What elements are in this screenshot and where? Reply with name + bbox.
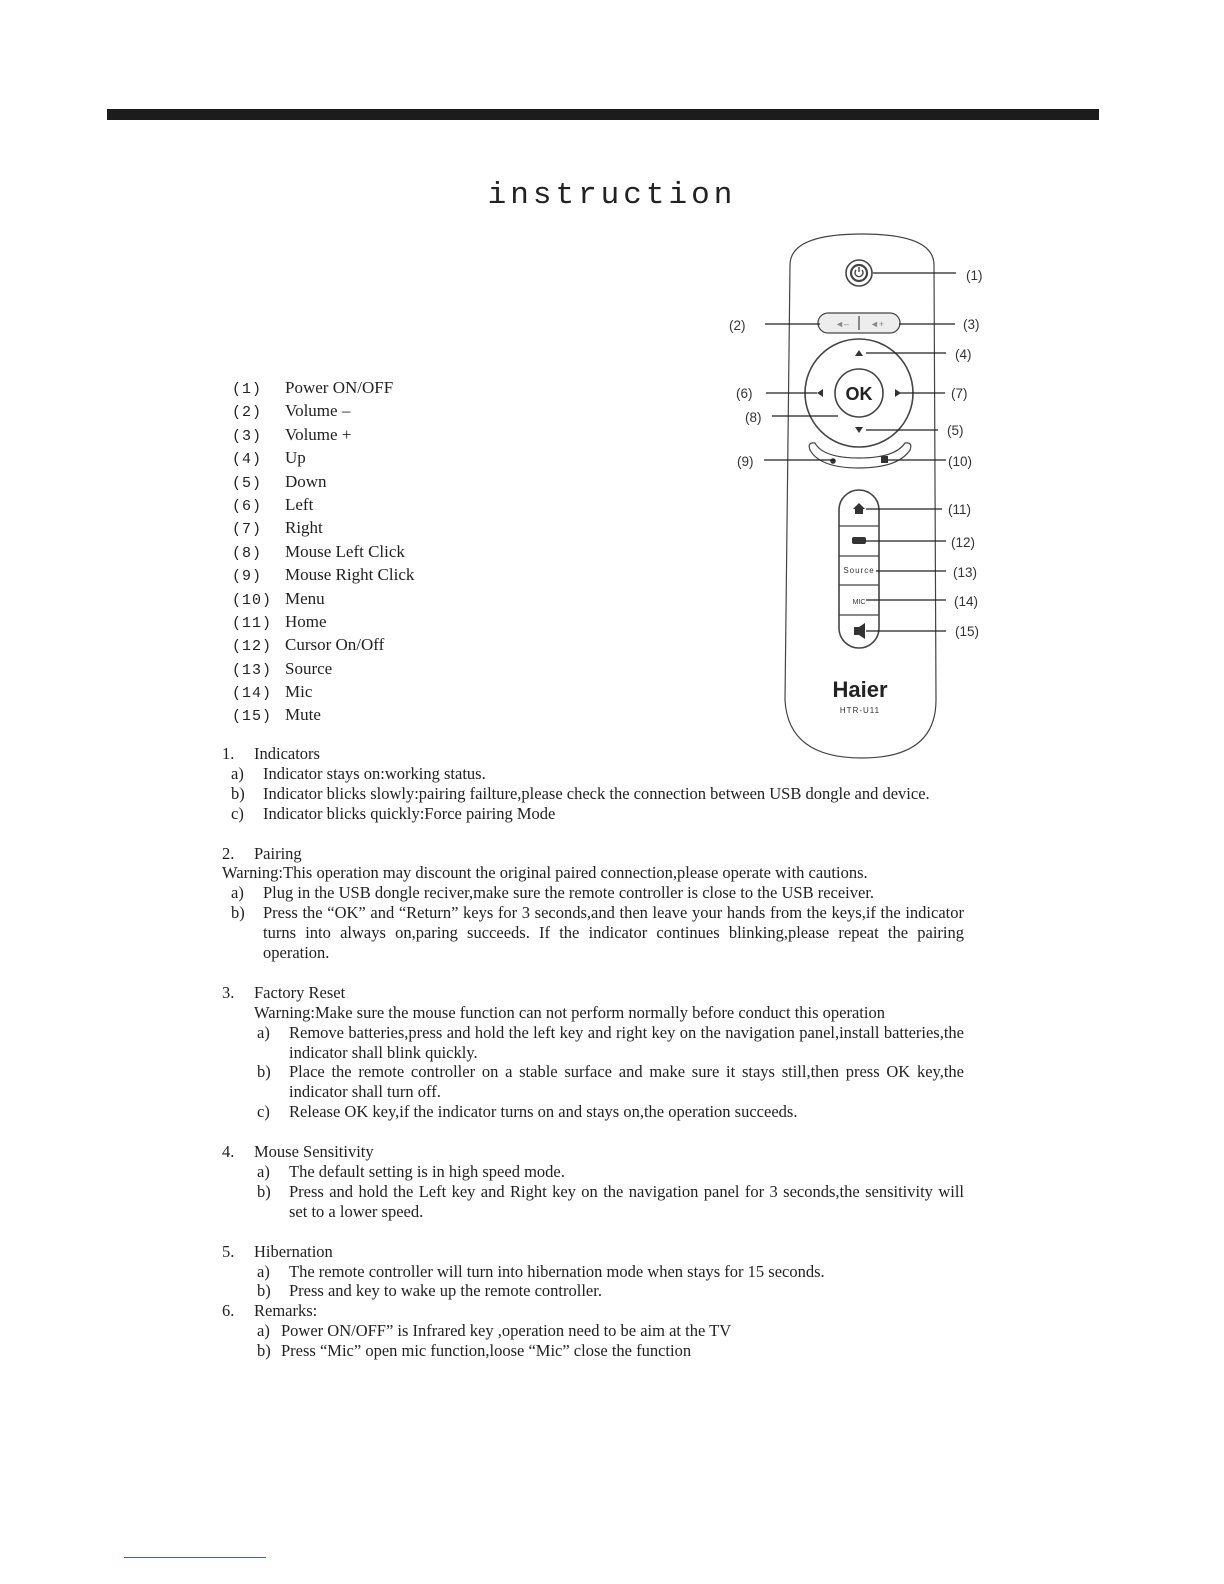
instructions-body [222,744,964,1361]
remote-diagram [700,226,1020,766]
callout-15: (15) [955,624,980,639]
callout-14: (14) [954,594,979,609]
section-indicators: 1. Indicators a) Indicator stays on:working status. b) Indicator blicks slowly:pairing failture,please check the connection between USB dongle and device. c) Indicator blicks quickly:Force pairing Mode [222,744,964,824]
legend-item: (14) Mic [232,682,313,703]
legend-item: (3) Volume + [232,424,352,445]
legend-item: (12) Cursor On/Off [232,635,385,656]
svg-text:◄+: ◄+ [870,319,885,329]
callout-7: (7) [951,386,968,401]
list-item: a) Remove batteries,press and hold the left key and right key on the navigation panel,install batteries,the indicator shall blink quickly. [257,1022,964,1062]
list-item: b) Indicator blicks slowly:pairing failture,please check the connection between USB dongle and device. [231,783,930,803]
section-remarks: 6. Remarks: a) Power ON/OFF” is Infrared key ,operation need to be aim at the TV b) Press “Mic” open mic function,loose “Mic” close the function [222,1301,964,1361]
warning-text: Warning:Make sure the mouse function can not perform normally before conduct this operation [254,1002,885,1022]
legend-item: (13) Source [232,658,333,679]
list-item: a) Power ON/OFF” is Infrared key ,operation need to be aim at the TV [257,1321,732,1341]
model-label: HTR-U11 [839,706,881,715]
list-item: c) Indicator blicks quickly:Force pairing Mode [231,803,556,823]
source-label: Source [843,566,875,575]
legend-item: (2) Volume – [232,401,351,422]
list-item: a) The remote controller will turn into hibernation mode when stays for 15 seconds. [257,1261,825,1281]
callout-3: (3) [963,317,980,332]
legend-item: (5) Down [232,471,327,492]
section-heading: Pairing [254,843,302,863]
warning-text: Warning:This operation may discount the original paired connection,please operate with cautions. [222,863,868,883]
list-item: a) The default setting is in high speed mode. [257,1161,565,1181]
legend-item: (10) Menu [232,588,325,609]
callout-6: (6) [736,386,753,401]
callout-9: (9) [737,454,754,469]
callout-1: (1) [966,268,983,283]
section-heading: Remarks: [254,1301,318,1321]
top-rule [107,109,1099,120]
callout-11: (11) [948,502,972,517]
brand-logo: Haier [832,677,888,702]
callout-13: (13) [953,565,978,580]
section-heading: Indicators [254,744,320,763]
list-item: b) Place the remote controller on a stable surface and make sure it stays still,then press OK key,the indicator shall turn off. [257,1062,964,1102]
legend-item: (15) Mute [232,705,321,726]
mic-label: MIC [852,599,866,606]
list-item: c) Release OK key,if the indicator turns on and stays on,the operation succeeds. [257,1102,798,1122]
page-title: instruction [487,178,737,213]
callout-10: (10) [948,454,973,469]
legend-item: (11) Home [232,611,327,632]
callout-12: (12) [951,535,976,550]
legend-item: (7) Right [232,518,323,539]
list-item: b) Press and key to wake up the remote controller. [257,1281,602,1301]
legend-item: (1) Power ON/OFF [232,378,394,398]
section-factory-reset: 3. Factory Reset Warning:Make sure the mouse function can not perform normally before conduct this operation a) Remove batteries,press and hold the left key and right key on the navigation panel,install batteries,the indicator shall blink quickly. b) Place the remote controller on a stable surface and make sure it stays still,then press OK key,the indicator shall turn off. c) Release OK key,if the indicator turns on and stays on,the operation succeeds. [222,982,964,1122]
legend-item: (4) Up [232,448,306,469]
section-heading: Factory Reset [254,982,346,1002]
svg-text:◄–: ◄– [835,319,849,329]
legend-item: (9) Mouse Right Click [232,565,415,586]
callout-5: (5) [947,423,964,438]
callout-2: (2) [729,318,746,333]
section-heading: Mouse Sensitivity [254,1142,374,1162]
legend-item: (6) Left [232,494,314,515]
button-legend [232,376,414,727]
list-item: a) Plug in the USB dongle reciver,make sure the remote controller is close to the USB receiver. [231,883,875,903]
list-item: b) Press the “OK” and “Return” keys for 3 seconds,and then leave your hands from the keys,if the indicator turns into always on,paring succeeds. If the indicator continues blinking,please repeat the pairing operation. [231,903,964,963]
list-item: a) Indicator stays on:working status. [231,763,486,783]
list-item: b) Press “Mic” open mic function,loose “Mic” close the function [257,1341,692,1361]
section-heading: Hibernation [254,1241,333,1261]
section-mouse-sensitivity: 4. Mouse Sensitivity a) The default setting is in high speed mode. b) Press and hold the Left key and Right key on the navigation panel for 3 seconds,the sensitivity will set to a lower speed. [222,1142,964,1221]
callout-8: (8) [745,410,762,425]
bottom-rule [124,1557,266,1558]
section-hibernation: 5. Hibernation a) The remote controller will turn into hibernation mode when stays for 15 seconds. b) Press and key to wake up the remote controller. [222,1242,964,1302]
list-item: b) Press and hold the Left key and Right key on the navigation panel for 3 seconds,the sensitivity will set to a lower speed. [257,1181,964,1221]
ok-label: OK [845,384,873,404]
legend-item: (8) Mouse Left Click [232,541,405,562]
section-pairing: 2. Pairing Warning:This operation may discount the original paired connection,please operate with cautions. a) Plug in the USB dongle reciver,make sure the remote controller is close to the USB receiver. b) Press the “OK” and “Return” keys for 3 seconds,and then leave your hands from the keys,if the indicator turns into always on,paring succeeds. If the indicator continues blinking,please repeat the pairing operation. [222,843,964,963]
callout-4: (4) [955,347,972,362]
